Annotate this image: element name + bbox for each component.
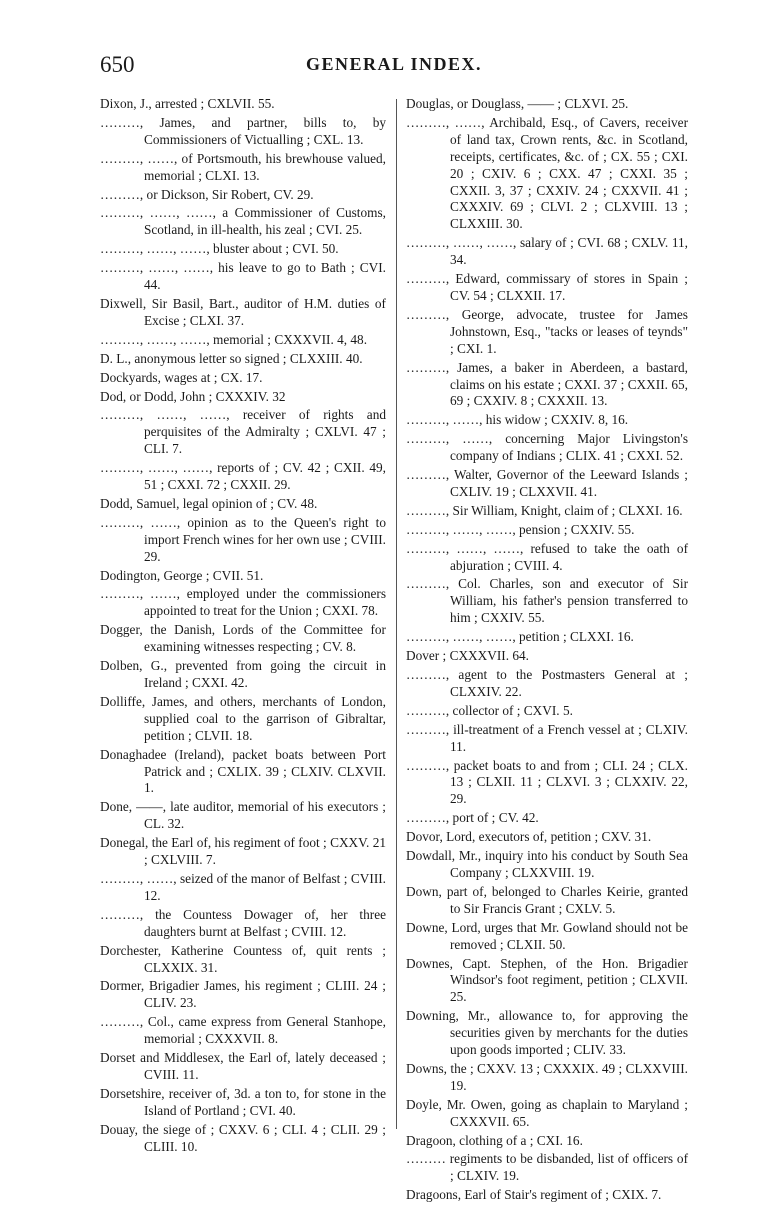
index-entry: Dodd, Samuel, legal opinion of ; CV. 48. bbox=[100, 495, 318, 511]
running-title: GENERAL INDEX. bbox=[305, 54, 483, 74]
index-entry: ………, ……, ……, his leave to go to Bath ; CVI. 44. bbox=[100, 260, 386, 293]
index-entry: Downing, Mr., allowance to, for approving the securities given by merchants for the duties upon goods imported ; CLIV. 33. bbox=[406, 1008, 688, 1058]
index-entry: Dolliffe, James, and others, merchants of London, supplied coal to the garrison of Gibraltar, petition ; CLVII. 18. bbox=[100, 693, 386, 743]
index-entry: Dragoon, clothing of a ; CXI. 16. bbox=[406, 1132, 583, 1148]
index-entry: Dowdall, Mr., inquiry into his conduct by South Sea Company ; CLXXVIII. 19. bbox=[406, 848, 688, 880]
index-entry: Douglas, or Douglass, —— ; CLXVI. 25. bbox=[406, 96, 629, 111]
index-entry: Downe, Lord, urges that Mr. Gowland should not be removed ; CLXII. 50. bbox=[406, 919, 688, 952]
index-entry: ………, ……, ……, refused to take the oath of abjuration ; CVIII. 4. bbox=[406, 540, 688, 573]
index-entry: D. L., anonymous letter so signed ; CLXXIII. 40. bbox=[100, 350, 363, 366]
index-entry: Dixon, J., arrested ; CXLVII. 55. bbox=[100, 96, 275, 111]
index-entry: Dodington, George ; CVII. 51. bbox=[100, 567, 264, 583]
index-entry: Dogger, the Danish, Lords of the Committee for examining witnesses respecting ; CV. 8. bbox=[100, 622, 386, 655]
index-entry: Done, ——, late auditor, memorial of his executors ; CL. 32. bbox=[100, 799, 386, 832]
index-entry: ………, agent to the Postmasters General at ; CLXXIV. 22. bbox=[406, 667, 688, 699]
index-entry: Dockyards, wages at ; CX. 17. bbox=[100, 369, 263, 385]
index-entry: ………, collector of ; CXVI. 5. bbox=[406, 702, 573, 718]
index-column-left bbox=[100, 96, 386, 1157]
index-entry: ………, the Countess Dowager of, her three daughters burnt at Belfast ; CVIII. 12. bbox=[100, 906, 386, 939]
index-entry: Dover ; CXXXVII. 64. bbox=[406, 648, 529, 664]
index-entry: Dorchester, Katherine Countess of, quit rents ; CLXXIX. 31. bbox=[100, 942, 386, 975]
index-entry: Downes, Capt. Stephen, of the Hon. Brigadier Windsor's foot regiment, petition ; CLXVII. 25. bbox=[406, 955, 688, 1005]
index-entry: Dragoons, Earl of Stair's regiment of ; CXIX. 7. bbox=[406, 1187, 662, 1203]
index-entry: ………, ……, concerning Major Livingston's company of Indians ; CLIX. 41 ; CXXI. 52. bbox=[406, 431, 688, 464]
index-entry: ………, ……, ……, receiver of rights and perquisites of the Admiralty ; CXLVI. 47 ; CLI. 7. bbox=[100, 407, 386, 457]
index-entry: Dixwell, Sir Basil, Bart., auditor of H.M. duties of Excise ; CLXI. 37. bbox=[100, 295, 386, 328]
index-entry: ………, packet boats to and from ; CLI. 24 ; CLX. 13 ; CLXII. 11 ; CLXVI. 3 ; CLXXIV. 22, 29. bbox=[406, 757, 688, 807]
index-entry: Doyle, Mr. Owen, going as chaplain to Maryland ; CXXXVII. 65. bbox=[406, 1096, 688, 1129]
index-entry: Downs, the ; CXXV. 13 ; CXXXIX. 49 ; CLXXVIII. 19. bbox=[406, 1060, 688, 1093]
index-entry: ………, ……, ……, reports of ; CV. 42 ; CXII. 49, 51 ; CXXI. 72 ; CXXII. 29. bbox=[100, 460, 386, 493]
index-entry: Dod, or Dodd, John ; CXXXIV. 32 bbox=[100, 388, 286, 404]
index-entry: ………, ……, Archibald, Esq., of Cavers, receiver of land tax, Crown rents, &c. in Scotland, receipts, certificates, &c. of ; CX. 55 ; CXI. 20 ; CXIV. 6 ; CXX. 47 ; CXXI. 35 ; CXXII. 3, 37 ; CXXIV. 24 ; CXXVII. 41 ; CXXXIV. 69 ; CLVI. 2 ; CLXVIII. 13 ; CLXXIII. 30. bbox=[406, 114, 688, 232]
index-column-right bbox=[406, 96, 688, 1206]
index-entry: ……… regiments to be disbanded, list of officers of ; CLXIV. 19. bbox=[406, 1151, 688, 1184]
index-entry: Dolben, G., prevented from going the circuit in Ireland ; CXXI. 42. bbox=[100, 658, 386, 690]
index-entry: Donegal, the Earl of, his regiment of foot ; CXXV. 21 ; CXLVIII. 7. bbox=[100, 835, 386, 868]
index-entry: ………, ……, ……, memorial ; CXXXVII. 4, 48. bbox=[100, 331, 368, 347]
index-entry: ………, ……, his widow ; CXXIV. 8, 16. bbox=[406, 412, 629, 428]
index-entry: ………, ……, ……, pension ; CXXIV. 55. bbox=[406, 521, 635, 537]
page-number: 650 bbox=[100, 52, 135, 77]
index-entry: ………, James, a baker in Aberdeen, a bastard, claims on his estate ; CXXI. 37 ; CXXII. 65, 69 ; CXXIV. 8 ; CXXXII. 13. bbox=[406, 359, 688, 409]
index-entry: Dorset and Middlesex, the Earl of, lately deceased ; CVIII. 11. bbox=[100, 1050, 386, 1082]
index-entry: ………, or Dickson, Sir Robert, CV. 29. bbox=[100, 186, 314, 202]
index-entry: Donaghadee (Ireland), packet boats between Port Patrick and ; CXLIX. 39 ; CLXIV. CLXVII. 1. bbox=[100, 746, 386, 796]
index-entry: ………, ill-treatment of a French vessel at ; CLXIV. 11. bbox=[406, 721, 688, 754]
index-entry: ………, Edward, commissary of stores in Spain ; CV. 54 ; CLXXII. 17. bbox=[406, 271, 688, 303]
index-entry: Douay, the siege of ; CXXV. 6 ; CLI. 4 ; CLII. 29 ; CLIII. 10. bbox=[100, 1121, 386, 1154]
index-entry: Down, part of, belonged to Charles Keirie, granted to Sir Francis Grant ; CXLV. 5. bbox=[406, 883, 688, 916]
index-entry: ………, ……, ……, salary of ; CVI. 68 ; CXLV. 11, 34. bbox=[406, 235, 688, 268]
index-entry: Dovor, Lord, executors of, petition ; CXV. 31. bbox=[406, 829, 652, 845]
index-entry: ………, Sir William, Knight, claim of ; CLXXI. 16. bbox=[406, 502, 683, 518]
page-header bbox=[100, 52, 688, 86]
index-entry: ………, James, and partner, bills to, by Commissioners of Victualling ; CXL. 13. bbox=[100, 114, 386, 147]
index-entry: ………, ……, of Portsmouth, his brewhouse valued, memorial ; CLXI. 13. bbox=[100, 150, 386, 183]
index-entry: ………, Col., came express from General Stanhope, memorial ; CXXXVII. 8. bbox=[100, 1014, 386, 1047]
column-divider bbox=[396, 99, 397, 1129]
index-entry: ………, ……, ……, bluster about ; CVI. 50. bbox=[100, 241, 339, 257]
index-entry: ………, George, advocate, trustee for James Johnstown, Esq., "tacks or leases of teynds" ; CXI. 1. bbox=[406, 306, 688, 356]
index-entry: ………, ……, ……, a Commissioner of Customs, Scotland, in ill-health, his zeal ; CVI. 25. bbox=[100, 205, 386, 238]
index-entry: ………, Col. Charles, son and executor of Sir William, his father's pension transferred to him ; CXXIV. 55. bbox=[406, 576, 688, 626]
index-entry: Dormer, Brigadier James, his regiment ; CLIII. 24 ; CLIV. 23. bbox=[100, 978, 386, 1011]
index-entry: ………, ……, employed under the commissioners appointed to treat for the Union ; CXXI. 78. bbox=[100, 586, 386, 619]
index-entry: ………, Walter, Governor of the Leeward Islands ; CXLIV. 19 ; CLXXVII. 41. bbox=[406, 467, 688, 499]
index-entry: ………, ……, seized of the manor of Belfast ; CVIII. 12. bbox=[100, 870, 386, 903]
index-entry: ………, ……, opinion as to the Queen's right to import French wines for her own use ; CVIII. 29. bbox=[100, 514, 386, 564]
index-entry: ………, ……, ……, petition ; CLXXI. 16. bbox=[406, 629, 634, 645]
index-entry: Dorsetshire, receiver of, 3d. a ton to, for stone in the Island of Portland ; CVI. 40. bbox=[100, 1085, 386, 1118]
index-entry: ………, port of ; CV. 42. bbox=[406, 810, 539, 826]
